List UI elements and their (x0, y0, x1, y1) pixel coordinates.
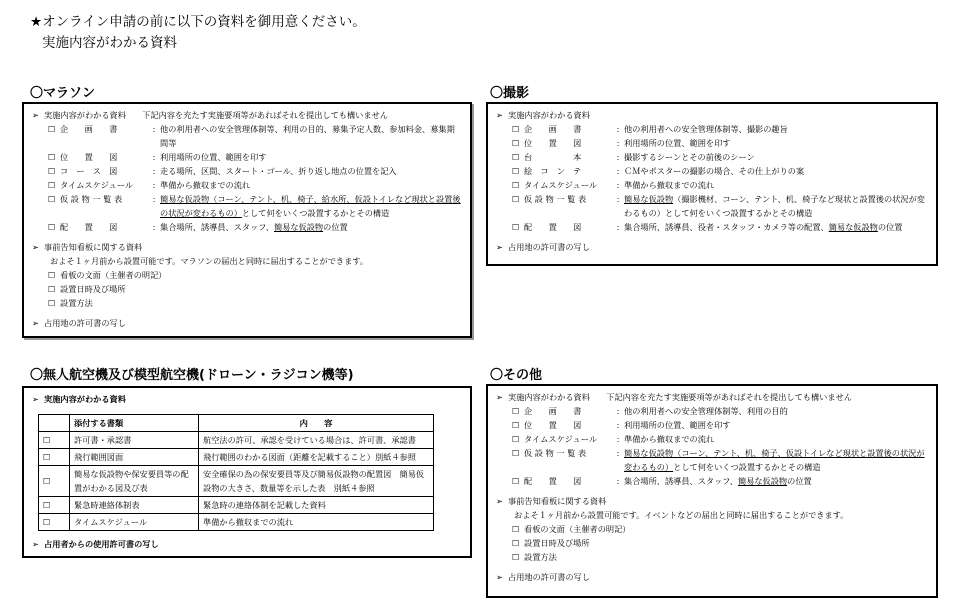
checkbox-icon: ☐ (512, 448, 520, 458)
marathon-s2-text: およそ１ヶ月前から設置可能です。マラソンの届出と同時に届出することができます。 (50, 256, 369, 266)
other-s1-head: 実施内容がわかる資料 下記内容を充たす実施要項等があればそれを提出しても構いません (508, 392, 852, 402)
sign-item: 看板の文面（主催者の明記） (524, 524, 631, 534)
table-row (39, 497, 434, 514)
table-cell: 緊急時の連絡体制を記載した資料 (199, 497, 434, 514)
item-value: 利用場所の位置、範囲を印す (624, 420, 731, 430)
table-header: 内 容 (199, 415, 434, 432)
item-value: として何をいくつ設置するかとその構造 (673, 462, 821, 472)
item-value: 撮影するシーンとその前後のシーン (624, 152, 755, 162)
item-value: 他の利用者への安全管理体制等、利用の目的、募集予定人数、参加料金、募集期間等 (160, 124, 455, 148)
other-s2-text: およそ１ヶ月前から設置可能です。イベントなどの届出と同時に届出することができます。 (514, 510, 849, 520)
item-value: 準備から撤収までの流れ (160, 180, 251, 190)
item-value-underlined: 簡易な仮設物 (737, 476, 788, 486)
checkbox-icon: ☐ (512, 420, 520, 430)
sign-item: 看板の文面（主催者の明記） (60, 270, 167, 280)
item-value-underlined: 簡易な仮設物 (624, 194, 674, 204)
checkbox-icon: ☐ (39, 449, 70, 466)
sign-item: 設置方法 (60, 298, 93, 308)
bullet-icon: ➢ (496, 242, 503, 252)
item-label: 企 画 書 (524, 406, 582, 416)
checkbox-icon: ☐ (512, 138, 520, 148)
checkbox-icon: ☐ (512, 538, 520, 548)
item-value: 集合場所、誘導員、役者・スタッフ・カメラ等の配置、 (624, 222, 829, 232)
marathon-s1-head: 実施内容がわかる資料 下記内容を充たす実施要項等があればそれを提出しても構いません (44, 110, 388, 120)
checkbox-icon: ☐ (512, 524, 520, 534)
table-cell: 飛行範囲のわかる図面（距離を記載すること）別紙４参照 (199, 449, 434, 466)
table-row (39, 514, 434, 531)
item-label: タイムスケジュール (60, 180, 134, 190)
item-label: コ ー ス 図 (60, 166, 118, 176)
item-label: 企 画 書 (60, 124, 118, 134)
item-value: 走る場所、区間、スタート・ゴール、折り返し地点の位置を記入 (160, 166, 397, 176)
item-label: 仮 設 物 一 覧 表 (524, 448, 587, 458)
item-label: 仮 設 物 一 覧 表 (60, 194, 123, 204)
table-row (39, 466, 434, 497)
item-value: （撮影機材、コーン、テント、机、椅子など現状と設置後の状況が変わるもの）として何をいくつ設置するかとその構造 (624, 194, 925, 218)
item-label: 配 置 図 (60, 222, 118, 232)
checkbox-icon: ☐ (512, 166, 520, 176)
checkbox-icon: ☐ (512, 152, 520, 162)
item-label: タイムスケジュール (524, 180, 598, 190)
drone-s1-head: 実施内容がわかる資料 (44, 394, 126, 404)
bullet-icon: ➢ (32, 539, 39, 549)
sign-item: 設置方法 (524, 552, 557, 562)
checkbox-icon: ☐ (48, 166, 56, 176)
item-label: 配 置 図 (524, 222, 582, 232)
checkbox-icon: ☐ (48, 180, 56, 190)
checkbox-icon: ☐ (512, 552, 520, 562)
bullet-icon: ➢ (32, 394, 39, 404)
satsuei-s1-head: 実施内容がわかる資料 (508, 110, 590, 120)
item-label: 台 本 (524, 152, 582, 162)
item-value: 他の利用者への安全管理体制等、撮影の趣旨 (624, 124, 788, 134)
bullet-icon: ➢ (496, 496, 503, 506)
checkbox-icon: ☐ (39, 432, 70, 449)
item-label: 位 置 図 (60, 152, 118, 162)
item-value: 利用場所の位置、範囲を印す (160, 152, 267, 162)
table-cell: 飛行範囲図面 (70, 449, 199, 466)
item-value: の位置 (323, 222, 348, 232)
table-cell: 簡易な仮設物や保安要員等の配置がわかる図及び表 (70, 466, 199, 497)
table-cell: タイムスケジュール (70, 514, 199, 531)
item-value: の位置 (877, 222, 903, 232)
item-label: 位 置 図 (524, 138, 582, 148)
section-title-other: 〇その他 (490, 368, 543, 383)
checkbox-icon: ☐ (48, 270, 56, 280)
item-value: の位置 (787, 476, 812, 486)
drone-box (22, 386, 472, 558)
marathon-s2-head: 事前告知看板に関する資料 (44, 242, 143, 252)
drone-s3-head: 占用者からの使用許可書の写し (44, 539, 159, 549)
other-s3-head: 占用地の許可書の写し (508, 572, 590, 582)
other-box: ➢ 実施内容がわかる資料 下記内容を充たす実施要項等があればそれを提出しても構いません ☐ 企 画 書 : 他の利用者への安全管理体制等、利用の目的 ☐ 位 置 図 : 利用場所の位置、範囲を印す ☐ タイムスケジュール : 準備から撤収までの流れ ☐ 仮 設 物 一 覧 表 : 簡易な仮設物（コーン、テント、机、椅子、仮設トイレなど現状と設置後の状況が変わるもの）として何をいくつ設置するかとその構造 ☐ 配 置 図 : 集合場所、誘導員、スタッフ、簡易な仮設物の位置 ➢ 事前告知看板に関する資料 およそ１ヶ月前から設置可能です。イベントなどの届出と同時に届出することができます。 ☐ 看板の文面（主催者の明記） ☐ 設置日時及び場所 ☐ 設置方法 ➢ 占用地の許可書の写し (486, 384, 938, 598)
other-s2-head: 事前告知看板に関する資料 (508, 496, 607, 506)
checkbox-icon: ☐ (512, 180, 520, 190)
item-value: 集合場所、誘導員、スタッフ、 (160, 222, 274, 232)
checkbox-icon: ☐ (48, 222, 56, 232)
table-header-row (39, 415, 434, 432)
page-header (30, 12, 366, 54)
drone-table (38, 414, 434, 531)
item-value: 準備から撤収までの流れ (624, 180, 715, 190)
checkbox-icon: ☐ (512, 476, 520, 486)
checkbox-icon: ☐ (39, 497, 70, 514)
checkbox-icon: ☐ (512, 124, 520, 134)
bullet-icon: ➢ (32, 110, 39, 120)
item-label: タイムスケジュール (524, 434, 598, 444)
checkbox-icon: ☐ (48, 298, 56, 308)
table-cell: 許可書・承認書 (70, 432, 199, 449)
checkbox-icon: ☐ (48, 284, 56, 294)
table-header (39, 415, 70, 432)
checkbox-icon: ☐ (512, 434, 520, 444)
sign-item: 設置日時及び場所 (60, 284, 126, 294)
item-value: 他の利用者への安全管理体制等、利用の目的 (624, 406, 788, 416)
satsuei-box: ➢ 実施内容がわかる資料 ☐ 企 画 書 : 他の利用者への安全管理体制等、撮影の趣旨 ☐ 位 置 図 : 利用場所の位置、範囲を印す ☐ 台 本 : 撮影するシーンとその前後のシーン ☐ 絵 コ ン テ : ＣＭやポスターの撮影の場合、その仕上がりの案 ☐ タイムスケジュール : 準備から撤収までの流れ ☐ 仮 設 物 一 覧 表 : 簡易な仮設物（撮影機材、コーン、テント、机、椅子など現状と設置後の状況が変わるもの）として何をいくつ設置するかとその構造 ☐ 配 置 図 : 集合場所、誘導員、役者・スタッフ・カメラ等の配置、簡易な仮設物の位置 ➢ 占用地の許可書の写し (486, 102, 938, 266)
satsuei-s3-head: 占用地の許可書の写し (508, 242, 590, 252)
marathon-s3-head: 占用地の許可書の写し (44, 318, 126, 328)
item-label: 企 画 書 (524, 124, 582, 134)
checkbox-icon: ☐ (48, 152, 56, 162)
item-label: 仮 設 物 一 覧 表 (524, 194, 587, 204)
checkbox-icon: ☐ (512, 222, 520, 232)
section-title-marathon: 〇マラソン (30, 86, 96, 101)
checkbox-icon: ☐ (48, 124, 56, 134)
table-cell: 準備から撤収までの流れ (199, 514, 434, 531)
sign-item: 設置日時及び場所 (524, 538, 590, 548)
item-value: 利用場所の位置、範囲を印す (624, 138, 731, 148)
item-label: 絵 コ ン テ (524, 166, 582, 176)
checkbox-icon: ☐ (39, 466, 70, 497)
table-cell: 安全確保の為の保安要員等及び簡易仮設物の配置図 簡易仮設物の大きさ、数量等を示した表 別紙４参照 (199, 466, 434, 497)
item-label: 配 置 図 (524, 476, 582, 486)
header-line2: 実施内容がわかる資料 (42, 35, 177, 51)
bullet-icon: ➢ (496, 572, 503, 582)
checkbox-icon: ☐ (39, 514, 70, 531)
item-value: として何をいくつ設置するかとその構造 (241, 208, 390, 218)
item-value: ＣＭやポスターの撮影の場合、その仕上がりの案 (624, 166, 805, 176)
bullet-icon: ➢ (32, 318, 39, 328)
bullet-icon: ➢ (496, 392, 503, 402)
checkbox-icon: ☐ (512, 406, 520, 416)
table-cell: 緊急時連絡体制表 (70, 497, 199, 514)
item-value-underlined: 簡易な仮設物 (828, 222, 878, 232)
checkbox-icon: ☐ (512, 194, 520, 204)
item-label: 位 置 図 (524, 420, 582, 430)
item-value: 準備から撤収までの流れ (624, 434, 715, 444)
item-value-underlined: 簡易な仮設物（コーン、テント、机、椅子、給水所、仮設トイレなど現状と設置後の状況が変わるもの） (160, 194, 461, 218)
checkbox-icon: ☐ (48, 194, 56, 204)
item-value: 集合場所、誘導員、スタッフ、 (624, 476, 738, 486)
table-row (39, 449, 434, 466)
table-header: 添付する書類 (70, 415, 199, 432)
item-value-underlined: 簡易な仮設物（コーン、テント、机、椅子、仮設トイレなど現状と設置後の状況が変わるもの） (624, 448, 925, 472)
item-value-underlined: 簡易な仮設物 (273, 222, 324, 232)
bullet-icon: ➢ (496, 110, 503, 120)
section-title-satsuei: 〇撮影 (490, 86, 530, 101)
marathon-box: ➢ 実施内容がわかる資料 下記内容を充たす実施要項等があればそれを提出しても構いません ☐ 企 画 書 : 他の利用者への安全管理体制等、利用の目的、募集予定人数、参加料金、募集期間等 ☐ 位 置 図 : 利用場所の位置、範囲を印す ☐ コ ー ス 図 : 走る場所、区間、スタート・ゴール、折り返し地点の位置を記入 ☐ タイムスケジュール : 準備から撤収までの流れ ☐ 仮 設 物 一 覧 表 : 簡易な仮設物（コーン、テント、机、椅子、給水所、仮設トイレなど現状と設置後の状況が変わるもの）として何をいくつ設置するかとその構造 ☐ 配 置 図 : 集合場所、誘導員、スタッフ、簡易な仮設物の位置 ➢ 事前告知看板に関する資料 およそ１ヶ月前から設置可能です。マラソンの届出と同時に届出することができます。 ☐ 看板の文面（主催者の明記） ☐ 設置日時及び場所 ☐ 設置方法 ➢ 占用地の許可書の写し (22, 102, 472, 338)
section-title-drone: 〇無人航空機及び模型航空機(ドローン・ラジコン機等) (30, 368, 354, 383)
table-cell: 航空法の許可、承認を受けている場合は、許可書、承認書 (199, 432, 434, 449)
bullet-icon: ➢ (32, 242, 39, 252)
table-row (39, 432, 434, 449)
header-line1: ★オンライン申請の前に以下の資料を御用意ください。 (30, 14, 366, 30)
